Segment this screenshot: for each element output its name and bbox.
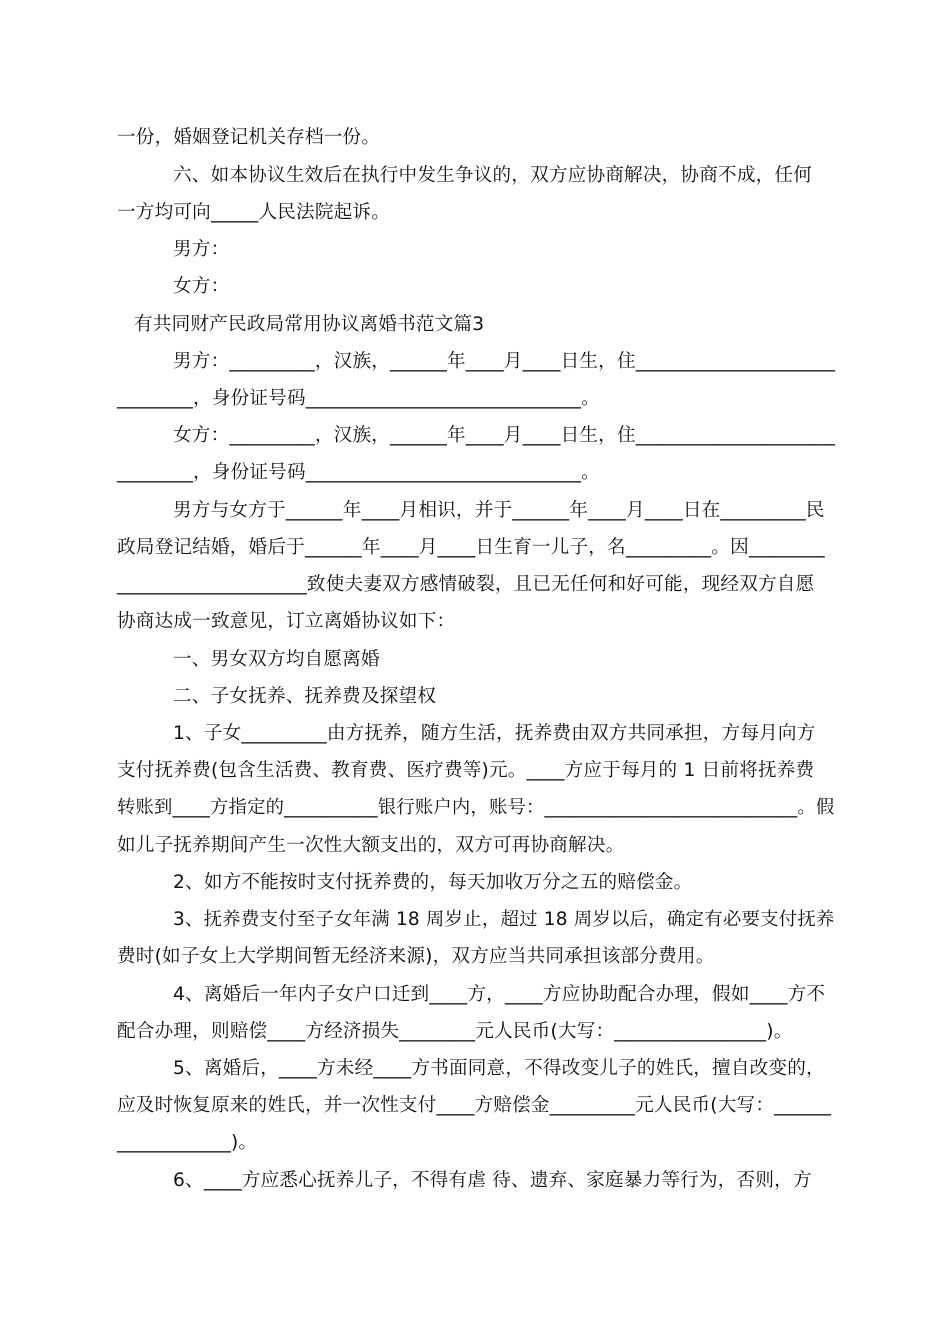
text-line-28: ____________)。 [117,1132,258,1153]
text-line-17: 1、子女_________由方抚养，随方生活，抚养费由双方共同承担，方每月向方 [173,723,816,744]
text-line-27: 应及时恢复原来的姓氏，并一次性支付____方赔偿金_________元人民币(大写：______ [117,1095,832,1116]
text-line-1: 一份，婚姻登记机关存档一份。 [117,127,381,148]
text-line-3: 一方均可向_____人民法院起诉。 [117,202,391,223]
text-line-24: 4、离婚后一年内子女户口迁到____方，____方应协助配合办理，假如____方不 [173,984,826,1005]
text-line-5: 女方： [173,276,230,297]
text-line-13: ____________________致使夫妻双方感情破裂，且已无任何和好可能，现经双方自愿 [117,574,815,595]
text-line-14: 协商达成一致意见，订立离婚协议如下： [117,611,456,632]
text-line-16: 二、子女抚养、抚养费及探望权 [173,686,437,707]
text-line-23: 费时(如子女上大学期间暂无经济来源)，双方应当共同承担该部分费用。 [117,946,715,967]
text-line-19: 转账到____方指定的__________银行账户内，账号：___________________________。假 [117,797,835,818]
text-line-9: 女方：_________，汉族，______年____月____日生，住_____________________ [173,425,836,446]
text-line-29: 6、____方应悉心抚养儿子，不得有虐 待、遗弃、家庭暴力等行为，否则，方 [173,1170,812,1191]
text-line-7: 男方：_________，汉族，______年____月____日生，住_____________________ [173,351,836,372]
text-line-4: 男方： [173,239,230,260]
text-line-8: ________，身份证号码_____________________________。 [117,388,600,409]
text-line-15: 一、男女双方均自愿离婚 [173,649,380,670]
text-line-25: 配合办理，则赔偿____方经济损失________元人民币(大写：________________)。 [117,1021,793,1042]
text-line-11: 男方与女方于______年____月相识，并于______年____月____日在_________民 [173,500,825,521]
text-line-12: 政局登记结婚，婚后于______年____月____日生育一儿子，名_________。因________ [117,537,825,558]
text-line-18: 支付抚养费(包含生活费、教育费、医疗费等)元。____方应于每月的 1 日前将抚养费 [117,760,815,781]
text-line-10: ________，身份证号码_____________________________。 [117,462,600,483]
text-line-26: 5、离婚后，____方未经____方书面同意，不得改变儿子的姓氏，擅自改变的， [173,1058,825,1079]
text-line-2: 六、如本协议生效后在执行中发生争议的，双方应协商解决，协商不成，任何 [173,165,812,186]
text-line-21: 2、如方不能按时支付抚养费的，每天加收万分之五的赔偿金。 [173,872,693,893]
section-heading: 有共同财产民政局常用协议离婚书范文篇3 [134,314,485,335]
text-line-20: 如儿子抚养期间产生一次性大额支出的，双方可再协商解决。 [117,835,625,856]
text-line-22: 3、抚养费支付至子女年满 18 周岁止，超过 18 周岁以后，确定有必要支付抚养 [173,909,835,930]
